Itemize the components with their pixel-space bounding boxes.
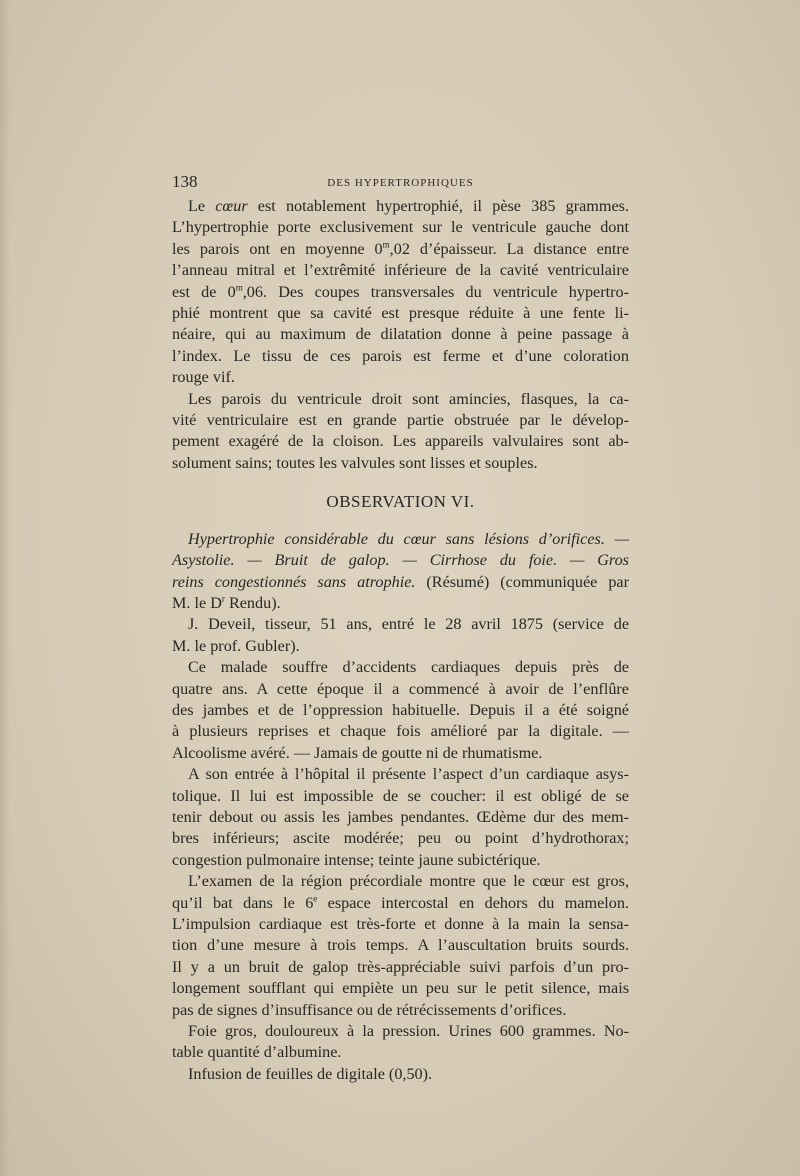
italic-word: cœur [215,197,248,215]
text-line: vité ventriculaire est en grande partie obstruée par le dévelop- [172,411,629,430]
summary-italic: reins congestionnés sans atrophie. [172,572,416,591]
text-line: tenir debout ou assis les jambes pendantes. Œdème dur des mem- [172,807,629,826]
text-line: tolique. Il lui est impossible de se coucher: il est obligé de se [172,786,629,805]
text-line: L’hypertrophie porte exclusivement sur le ventricule gauche dont [172,218,629,237]
text-line: phié montrent que sa cavité est presque réduite à une fente li- [172,304,629,323]
summary-note: (Résumé) (communiquée par [415,572,629,591]
observation-title: OBSERVATION VI. [326,492,475,512]
text-line: Ce malade souffre d’accidents cardiaques depuis près de [188,658,629,677]
text-line: pement exagéré de la cloison. Les appareils valvulaires sont ab- [172,432,629,451]
text-line: tion d’une mesure à trois temps. A l’auscultation bruits sourds. [172,936,629,955]
text-line: J. Deveil, tisseur, 51 ans, entré le 28 avril 1875 (service de [188,615,629,634]
book-page [172,172,629,1085]
body-text [172,196,629,1085]
paragraph-1 [172,196,629,389]
text-line: l’anneau mitral et l’extrêmité inférieure de la cavité ventriculaire [172,261,629,280]
case-summary [172,529,629,615]
text-line: Foie gros, douloureux à la pression. Urines 600 grammes. No- [188,1022,629,1041]
text-line: l’index. Le tissu de ces parois est ferme et d’une coloration [172,346,629,365]
text-line: les parois ont en moyenne 0$^m$,02 d’épaisseur. La distance entre [172,239,630,258]
paragraph-7 [172,1021,629,1064]
text-line: longement soufflant qui empiète un peu sur le petit silence, mais [172,979,629,998]
text-line: Il y a un bruit de galop très-appréciable suivi parfois d’un pro- [172,957,629,976]
paragraph-4 [172,657,629,764]
text-line: rouge vif. [172,368,235,387]
text-line: bres inférieurs; ascite modérée; peu ou point d’hydrothorax; [172,829,629,848]
summary-italic: Hypertrophie considérable du cœur sans lésions d’orifices. — [188,529,629,548]
page-number: 138 [172,172,198,191]
text-line: des jambes et de l’oppression habituelle. Depuis il a été soigné [172,700,629,719]
text-line: Le cœur est notablement hypertrophié, il pèse 385 grammes. [188,197,629,215]
text-line [172,550,629,571]
page-shadow [0,0,10,1176]
text-line: M. le prof. Gubler). [172,636,300,655]
running-head: DES HYPERTROPHIQUES [327,177,474,189]
text-line: solument sains; toutes les valvules sont lisses et souples. [172,453,538,472]
text-line [172,529,629,550]
paragraph-5 [172,764,629,871]
text-line: néaire, qui au maximum de dilatation donne à peine passage à [172,325,629,344]
paragraph-8 [172,1064,629,1085]
paragraph-6 [172,871,629,1021]
text-line: L’impulsion cardiaque est très-forte et donne à la main la sensa- [172,915,629,933]
text-line: à plusieurs reprises et chaque fois amélioré par la digitale. — [172,722,629,741]
text-line: pas de signes d’insuffisance ou de rétrécissements d’orifices. [172,1000,567,1019]
text-line: table quantité d’albumine. [172,1043,342,1062]
text-line: Alcoolisme avéré. — Jamais de goutte ni de rhumatisme. [172,743,543,762]
paragraph-3 [172,614,629,657]
text-line: L’examen de la région précordiale montre que le cœur est gros, [188,872,629,891]
text-line: A son entrée à l’hôpital il présente l’aspect d’un cardiaque asys- [188,765,629,784]
text-line: qu’il bat dans le 6e espace intercostal en dehors du mamelon. [172,893,629,912]
text-line [172,572,629,593]
text-line: Les parois du ventricule droit sont amincies, flasques, la ca- [188,389,629,408]
text-line: est de 0$^m$,06. Des coupes transversales du ventricule hypertro- [172,282,629,301]
summary-italic: Asystolie. — Bruit de galop. — Cirrhose du foie. — Gros [172,551,629,570]
text-line: congestion pulmonaire intense; teinte jaune subictérique. [172,850,541,869]
text-line: M. le $D^r$ Rendu). [172,593,281,612]
text-line: quatre ans. A cette époque il a commencé à avoir de l’enflûre [172,679,629,698]
text-line: Infusion de feuilles de digitale (0,50). [188,1064,433,1083]
paragraph-2 [172,389,629,475]
page-header [172,172,629,196]
